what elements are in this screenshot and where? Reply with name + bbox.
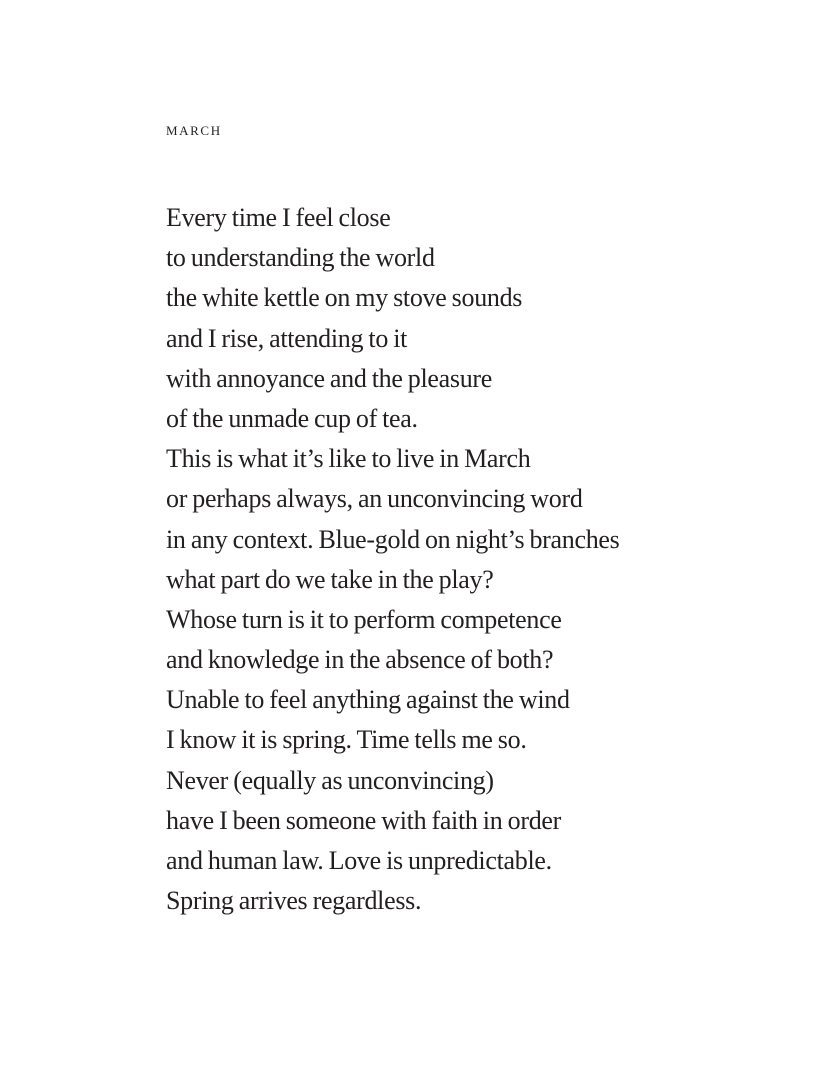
poem-line: I know it is spring. Time tells me so. xyxy=(166,725,527,755)
poem-line: the white kettle on my stove sounds xyxy=(166,283,523,313)
poem-line: and I rise, attending to it xyxy=(166,323,408,353)
poem-line: Never (equally as unconvincing) xyxy=(166,765,494,795)
poem-line: Whose turn is it to perform competence xyxy=(166,604,562,634)
poem-line: what part do we take in the play? xyxy=(166,564,494,594)
poem-line: or perhaps always, an unconvincing word xyxy=(166,484,583,514)
poem-line: Unable to feel anything against the wind xyxy=(166,685,570,715)
poem-line: to understanding the world xyxy=(166,243,435,273)
poem-title: march xyxy=(166,119,222,140)
poem-line: Every time I feel close xyxy=(166,203,391,232)
poem-body xyxy=(166,198,619,921)
poem-line: of the unmade cup of tea. xyxy=(166,403,418,433)
poem-line: in any context. Blue-gold on night’s branches xyxy=(166,524,620,554)
poem-line: with annoyance and the pleasure xyxy=(166,363,493,393)
poem-line: Spring arrives regardless. xyxy=(166,886,422,916)
poem-line: have I been someone with faith in order xyxy=(166,805,561,835)
poem-line: and knowledge in the absence of both? xyxy=(166,645,554,675)
poem-line: This is what it’s like to live in March xyxy=(166,444,531,474)
poem-line: and human law. Love is unpredictable. xyxy=(166,846,552,875)
